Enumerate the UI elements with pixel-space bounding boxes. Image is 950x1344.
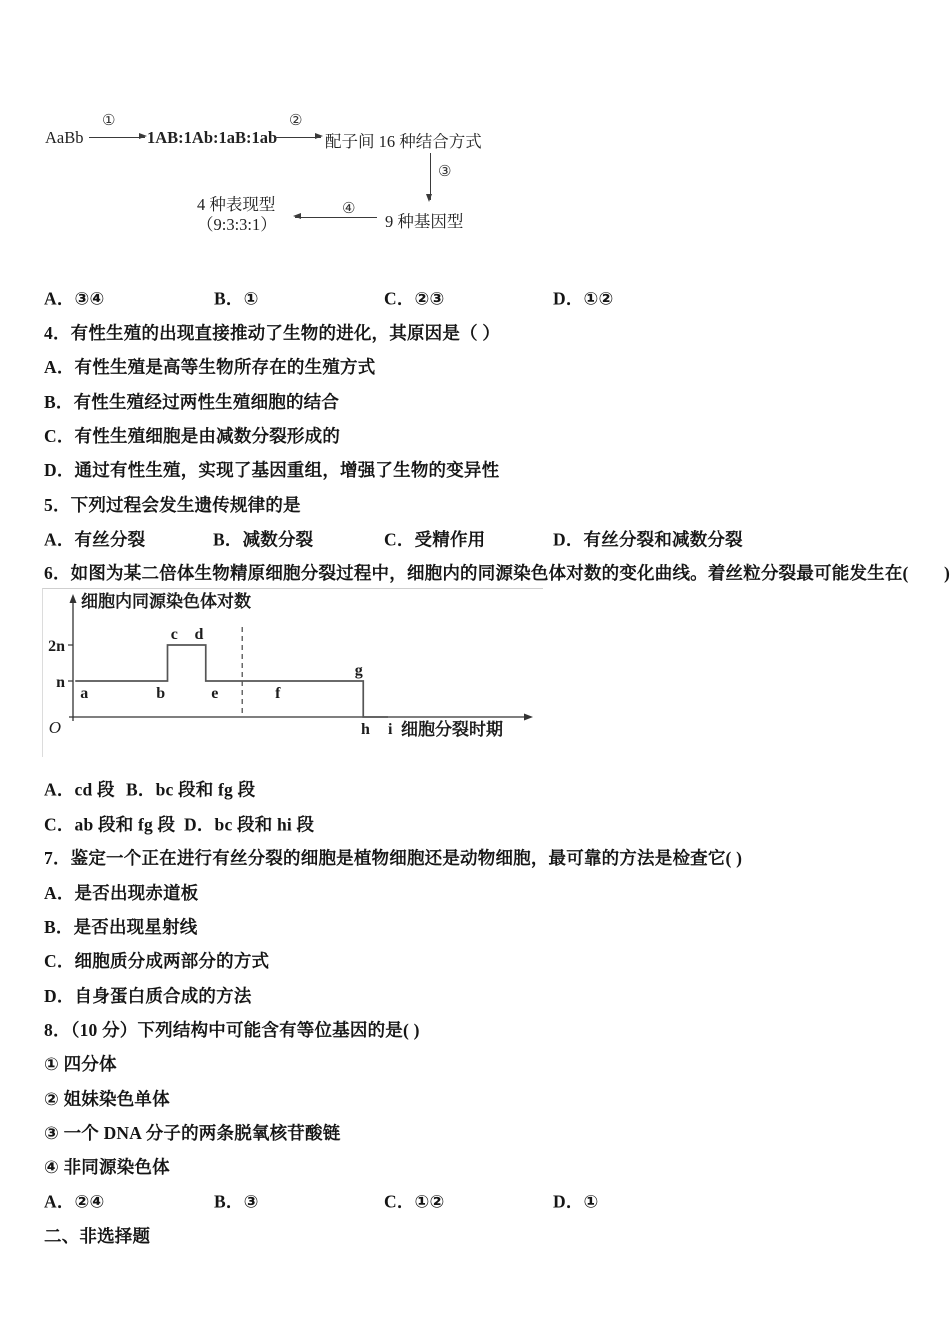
q8-option-b: B．③: [214, 1191, 259, 1212]
svg-text:细胞内同源染色体对数: 细胞内同源染色体对数: [81, 592, 251, 611]
svg-text:h: h: [361, 721, 370, 738]
q5-stem: 5．下列过程会发生遗传规律的是: [44, 494, 301, 515]
q8-stem: 8．（10 分）下列结构中可能含有等位基因的是( ): [44, 1020, 420, 1041]
diagram-phenotypes: [197, 195, 277, 234]
arrow-right-icon: [315, 133, 323, 139]
q4-option-a: A．有性生殖是高等生物所存在的生殖方式: [44, 357, 376, 378]
diagram-gamete-ratio: 1AB:1Ab:1aB:1ab: [147, 128, 278, 147]
q6-option-b: B．bc 段和 fg 段: [126, 779, 256, 800]
diagram-genotypes: 9 种基因型: [385, 212, 464, 231]
q5-option-a: A．有丝分裂: [44, 529, 146, 550]
q6-stem: 6．如图为某二倍体生物精原细胞分裂过程中，细胞内的同源染色体对数的变化曲线。着丝粒分裂最可能发生在( ): [44, 563, 950, 584]
q3-option-a: A．③④: [44, 288, 105, 309]
q6-option-a: A．cd 段: [44, 779, 115, 800]
q7-option-c: C．细胞质分成两部分的方式: [44, 951, 270, 972]
q6-options-row-1: [44, 772, 920, 806]
svg-text:n: n: [56, 674, 65, 691]
q5-option-d: D．有丝分裂和减数分裂: [553, 529, 743, 550]
q8-option-c: C．①②: [384, 1191, 445, 1212]
q8-option-d: D．①: [553, 1191, 599, 1212]
q3-option-c: C．②③: [384, 288, 445, 309]
q4-stem: 4．有性生殖的出现直接推动了生物的进化，其原因是（ ）: [44, 323, 501, 344]
questions-block-1: [44, 281, 950, 590]
phenotype-count: 4 种表现型: [197, 195, 276, 214]
svg-text:O: O: [48, 718, 61, 737]
arrow-step2: [275, 137, 321, 138]
q4-option-b: B．有性生殖经过两性生殖细胞的结合: [44, 391, 340, 412]
q7-stem: 7．鉴定一个正在进行有丝分裂的细胞是植物细胞还是动物细胞，最可靠的方法是检查它( ): [44, 848, 743, 869]
svg-text:c: c: [170, 626, 178, 643]
circled-2-label: ②: [289, 111, 303, 129]
svg-text:i: i: [388, 721, 393, 738]
genetic-cross-diagram: [45, 105, 565, 250]
svg-text:d: d: [194, 626, 204, 643]
svg-text:2n: 2n: [48, 638, 65, 655]
arrow-step4: [295, 217, 377, 218]
svg-text:f: f: [275, 685, 281, 702]
cell-division-chart: [43, 589, 543, 757]
q5-options-row: [44, 521, 920, 555]
arrow-left-icon: [293, 213, 301, 219]
circled-4-label: ④: [342, 199, 356, 217]
svg-text:g: g: [354, 662, 363, 679]
q6-options-row-2: [44, 806, 920, 840]
q5-option-c: C．受精作用: [384, 529, 486, 550]
q7-option-b: B．是否出现星射线: [44, 917, 198, 938]
arrow-step1: [89, 137, 145, 138]
questions-block-2: [44, 772, 920, 1253]
arrow-step3: [430, 153, 431, 200]
svg-text:细胞分裂时期: 细胞分裂时期: [401, 720, 503, 739]
q8-item-1: ① 四分体: [44, 1054, 117, 1075]
q3-options-row: [44, 281, 920, 315]
q4-option-d: D．通过有性生殖，实现了基因重组，增强了生物的变异性: [44, 460, 500, 481]
circled-3-label: ③: [438, 162, 452, 180]
q8-option-a: A．②④: [44, 1191, 105, 1212]
q3-option-b: B．①: [214, 288, 259, 309]
q8-item-3: ③ 一个 DNA 分子的两条脱氧核苷酸链: [44, 1123, 341, 1144]
q8-item-4: ④ 非同源染色体: [44, 1157, 170, 1178]
q8-item-2: ② 姐妹染色单体: [44, 1088, 170, 1109]
svg-text:b: b: [156, 685, 166, 702]
svg-text:a: a: [80, 685, 89, 702]
chromosome-pairs-figure: [42, 588, 543, 757]
q3-option-d: D．①②: [553, 288, 614, 309]
q7-option-d: D．自身蛋白质合成的方法: [44, 985, 252, 1006]
q6-option-d: D．bc 段和 hi 段: [184, 814, 315, 835]
diagram-combinations: 配子间 16 种结合方式: [325, 132, 482, 151]
phenotype-ratio: （9:3:3:1）: [197, 214, 277, 234]
q6-option-c: C．ab 段和 fg 段: [44, 814, 176, 835]
section-2-heading: 二、非选择题: [44, 1226, 151, 1247]
circled-1-label: ①: [102, 111, 116, 129]
q5-option-b: B．减数分裂: [213, 529, 314, 550]
arrow-right-icon: [139, 133, 147, 139]
arrow-down-icon: [426, 194, 432, 202]
q7-option-a: A．是否出现赤道板: [44, 882, 199, 903]
diagram-start-genotype: AaBb: [45, 128, 84, 147]
q8-options-row: [44, 1184, 920, 1218]
svg-text:e: e: [211, 685, 219, 702]
q4-option-c: C．有性生殖细胞是由减数分裂形成的: [44, 426, 341, 447]
